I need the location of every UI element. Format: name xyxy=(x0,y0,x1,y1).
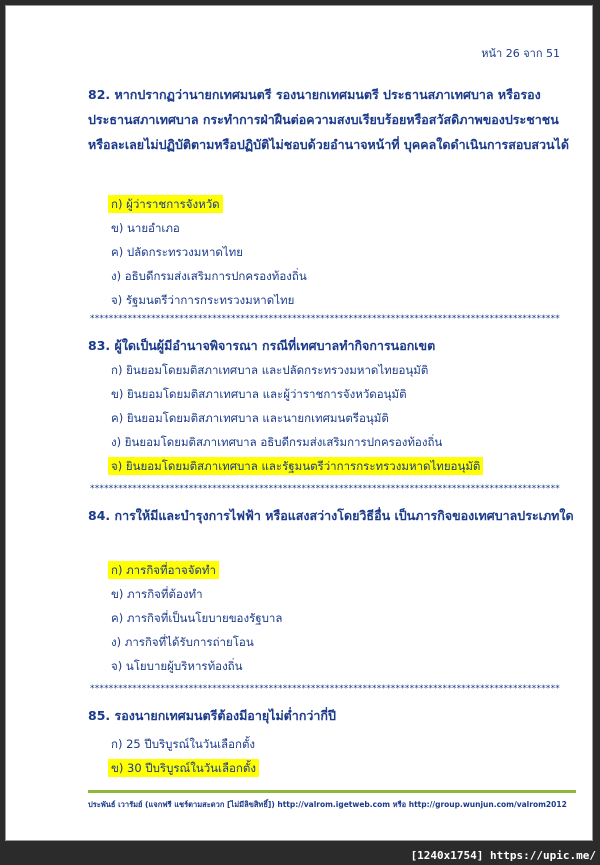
option: ง) อธิบดีกรมส่งเสริมการปกครองท้องถิ่น xyxy=(111,269,307,283)
option-highlighted: จ) ยินยอมโดยมติสภาเทศบาล และรัฐมนตรีว่าการกระทรวงมหาดไทยอนุมัติ xyxy=(108,454,483,478)
options-82 xyxy=(108,192,310,312)
image-watermark: [1240x1754] https://upic.me/ xyxy=(410,849,596,862)
document-page xyxy=(5,5,593,841)
option: จ) นโยบายผู้บริหารท้องถิ่น xyxy=(111,659,243,673)
question-84: 84. การให้มีและบำรุงการไฟฟ้า หรือแสงสว่างโดยวิธีอื่น เป็นภารกิจของเทศบาลประเภทใด xyxy=(88,508,574,523)
option-highlighted: ก) ผู้ว่าราชการจังหวัด xyxy=(108,192,310,216)
option-highlighted: ก) ภารกิจที่อาจจัดทำ xyxy=(108,558,285,582)
option: ข) ภารกิจที่ต้องทำ xyxy=(111,587,203,601)
question-83: 83. ผู้ใดเป็นผู้มีอำนาจพิจารณา กรณีที่เทศบาลทำกิจการนอกเขต xyxy=(88,338,436,353)
option: ก) 25 ปีบริบูรณ์ในวันเลือกตั้ง xyxy=(111,737,256,751)
options-83 xyxy=(108,358,483,478)
options-85 xyxy=(108,732,259,780)
question-85: 85. รองนายกเทศมนตรีต้องมีอายุไม่ต่ำกว่ากี่ปี xyxy=(88,708,336,723)
option: ง) ภารกิจที่ได้รับการถ่ายโอน xyxy=(111,635,254,649)
option: ง) ยินยอมโดยมติสภาเทศบาล อธิบดีกรมส่งเสริมการปกครองท้องถิ่น xyxy=(111,435,443,449)
option: ค) ภารกิจที่เป็นนโยบายของรัฐบาล xyxy=(111,611,283,625)
option: ข) นายอำเภอ xyxy=(111,221,180,235)
option: จ) รัฐมนตรีว่าการกระทรวงมหาดไทย xyxy=(111,293,295,307)
footer: ประพันธ์ เวารัมย์ (แจกฟรี แชร์ตามสะดวก [ไม่มีลิขสิทธิ์]) http://valrom.igetweb.com หรือ http://group.wunjun.com/valrom2012 xyxy=(88,800,567,809)
separator: **************************************************************************************************** xyxy=(90,314,560,324)
footer-rule xyxy=(88,790,576,793)
options-84 xyxy=(108,558,285,678)
option: ค) ปลัดกระทรวงมหาดไทย xyxy=(111,245,243,259)
separator: **************************************************************************************************** xyxy=(90,484,560,494)
option: ก) ยินยอมโดยมติสภาเทศบาล และปลัดกระทรวงมหาดไทยอนุมัติ xyxy=(111,363,429,377)
option-highlighted: ข) 30 ปีบริบูรณ์ในวันเลือกตั้ง xyxy=(108,756,259,780)
option: ค) ยินยอมโดยมติสภาเทศบาล และนายกเทศมนตรีอนุมัติ xyxy=(111,411,389,425)
page-number: หน้า 26 จาก 51 xyxy=(481,47,560,60)
separator: **************************************************************************************************** xyxy=(90,684,560,694)
question-82: 82. หากปรากฏว่านายกเทศมนตรี รองนายกเทศมนตรี ประธานสภาเทศบาล หรือรองประธานสภาเทศบาล กระทำการฝ่าฝืนต่อความสงบเรียบร้อยหรือสวัสดิภาพของประชาชน หรือละเลยไม่ปฏิบัติตามหรือปฏิบัติไม่ชอบด้วยอำนาจหน้าที่ บุคคลใดดำเนินการสอบสวนได้ xyxy=(88,87,569,152)
option: ข) ยินยอมโดยมติสภาเทศบาล และผู้ว่าราชการจังหวัดอนุมัติ xyxy=(111,387,407,401)
